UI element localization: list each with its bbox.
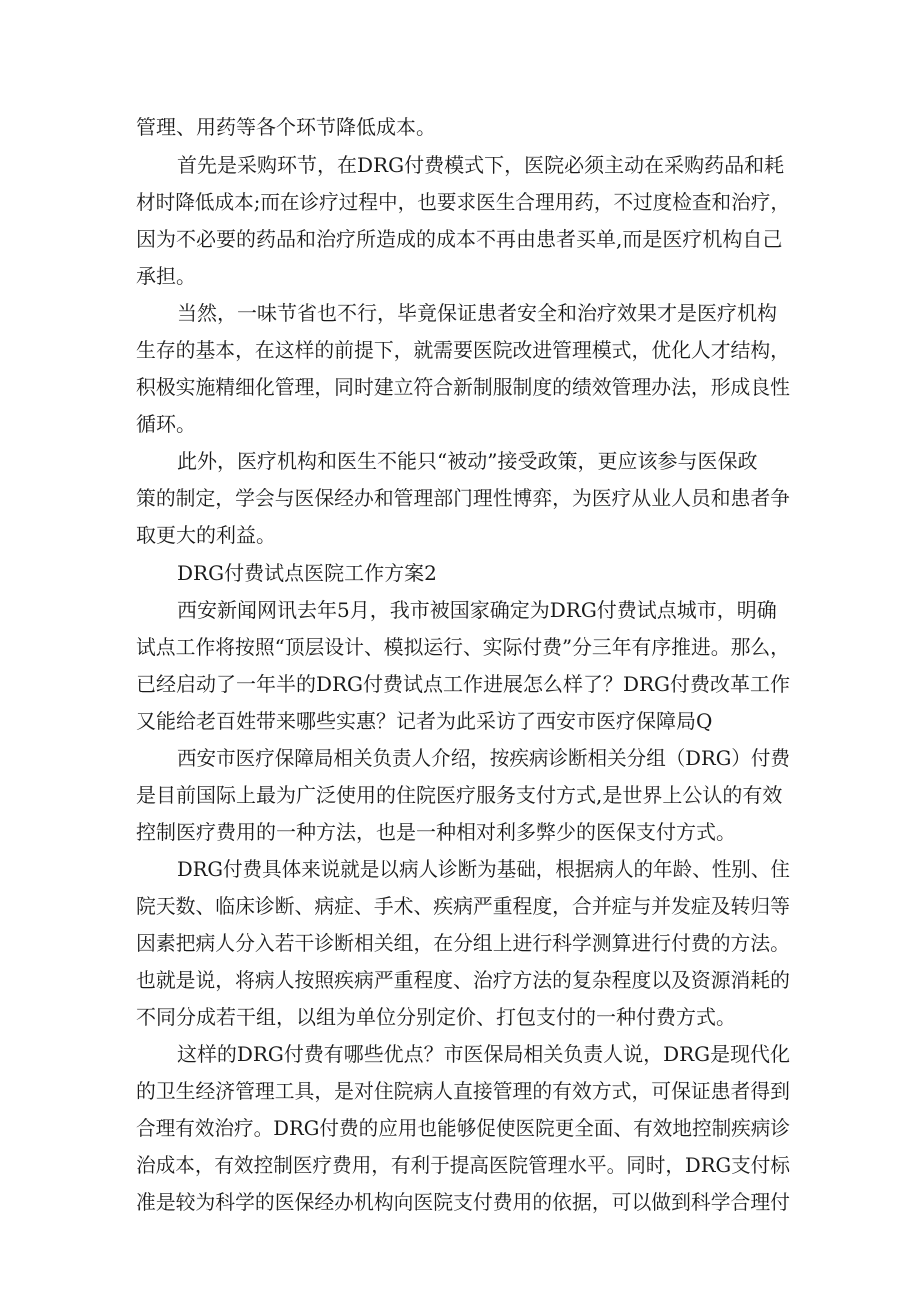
text-line [0,182,920,222]
line-text: 不同分成若干组，以组为单位分别定价、打包支付的一种付费方式。 [136,1005,736,1029]
text-line [0,515,920,555]
line-text: 也就是说，将病人按照疾病严重程度、治疗方法的复杂程度以及资源消耗的 [136,968,790,992]
text-line [0,923,920,963]
text-line [0,960,920,1000]
text-line [0,404,920,444]
text-line [0,997,920,1037]
line-text: 治成本，有效控制医疗费用，有利于提高医院管理水平。同时，DRG支付标 [136,1153,791,1177]
line-text: 因为不必要的药品和治疗所造成的成本不再由患者买单,而是医疗机构自己 [136,227,783,251]
line-text: 院天数、临床诊断、病症、手术、疾病严重程度，合并症与并发症及转归等 [136,894,790,918]
text-line [0,107,920,147]
text-line [0,1182,920,1222]
line-text: 西安市医疗保障局相关负责人介绍，按疾病诊断相关分组（DRG）付费 [177,746,790,770]
line-text: 材时降低成本;而在诊疗过程中，也要求医生合理用药，不过度检查和治疗， [136,190,791,214]
text-line [0,145,920,185]
line-text: 管理、用药等各个环节降低成本。 [136,115,436,139]
line-text: 循环。 [136,412,196,436]
line-text: 当然，一味节省也不行，毕竟保证患者安全和治疗效果才是医疗机构 [177,301,777,325]
text-line [0,812,920,852]
text-line [0,886,920,926]
line-text: 生存的基本，在这样的前提下，就需要医院改进管理模式，优化人才结构， [136,338,790,362]
text-line [0,1145,920,1185]
line-text: 试点工作将按照“顶层设计、模拟运行、实际付费”分三年有序推进。那么， [136,635,790,659]
line-text: 首先是采购环节，在DRG付费模式下，医院必须主动在采购药品和耗 [177,153,785,177]
line-text: 控制医疗费用的一种方法，也是一种相对利多弊少的医保支付方式。 [136,820,736,844]
text-line [0,478,920,518]
text-line [0,627,920,667]
text-line [0,590,920,630]
text-line [0,330,920,370]
text-line [0,1034,920,1074]
line-text: 又能给老百姓带来哪些实惠？记者为此采访了西安市医疗保障局Q [136,709,713,733]
text-line [0,441,920,481]
line-text: 合理有效治疗。DRG付费的应用也能够促使医院更全面、有效地控制疾病诊 [136,1116,791,1140]
line-text: 积极实施精细化管理，同时建立符合新制服制度的绩效管理办法，形成良性 [136,375,790,399]
text-line [0,738,920,778]
line-text: 承担。 [136,264,196,288]
line-text: 策的制定，学会与医保经办和管理部门理性博弈，为医疗从业人员和患者争 [136,486,790,510]
text-line [0,775,920,815]
line-text: 此外，医疗机构和医生不能只“被动”接受政策，更应该参与医保政 [177,449,758,473]
line-text: 已经启动了一年半的DRG付费试点工作进展怎么样了？DRG付费改革工作 [136,672,791,696]
line-text: 西安新闻网讯去年5月，我市被国家确定为DRG付费试点城市，明确 [177,598,777,622]
text-line [0,1071,920,1111]
text-line [0,367,920,407]
line-text: 的卫生经济管理工具，是对住院病人直接管理的有效方式，可保证患者得到 [136,1079,790,1103]
line-text: 是目前国际上最为广泛使用的住院医疗服务支付方式,是世界上公认的有效 [136,783,783,807]
text-line [0,1108,920,1148]
line-text: DRG付费具体来说就是以病人诊断为基础，根据病人的年龄、性别、住 [177,857,790,881]
line-text: 因素把病人分入若干诊断相关组，在分组上进行科学测算进行付费的方法。 [136,931,790,955]
text-line [0,219,920,259]
text-line [0,256,920,296]
section-title-text: DRG付费试点医院工作方案2 [177,561,437,585]
line-text: 这样的DRG付费有哪些优点？市医保局相关负责人说，DRG是现代化 [177,1042,790,1066]
text-line [0,849,920,889]
section-title [0,553,920,593]
text-line [0,664,920,704]
text-line [0,701,920,741]
line-text: 准是较为科学的医保经办机构向医院支付费用的依据，可以做到科学合理付 [136,1190,790,1214]
line-text: 取更大的利益。 [136,523,276,547]
text-line [0,293,920,333]
